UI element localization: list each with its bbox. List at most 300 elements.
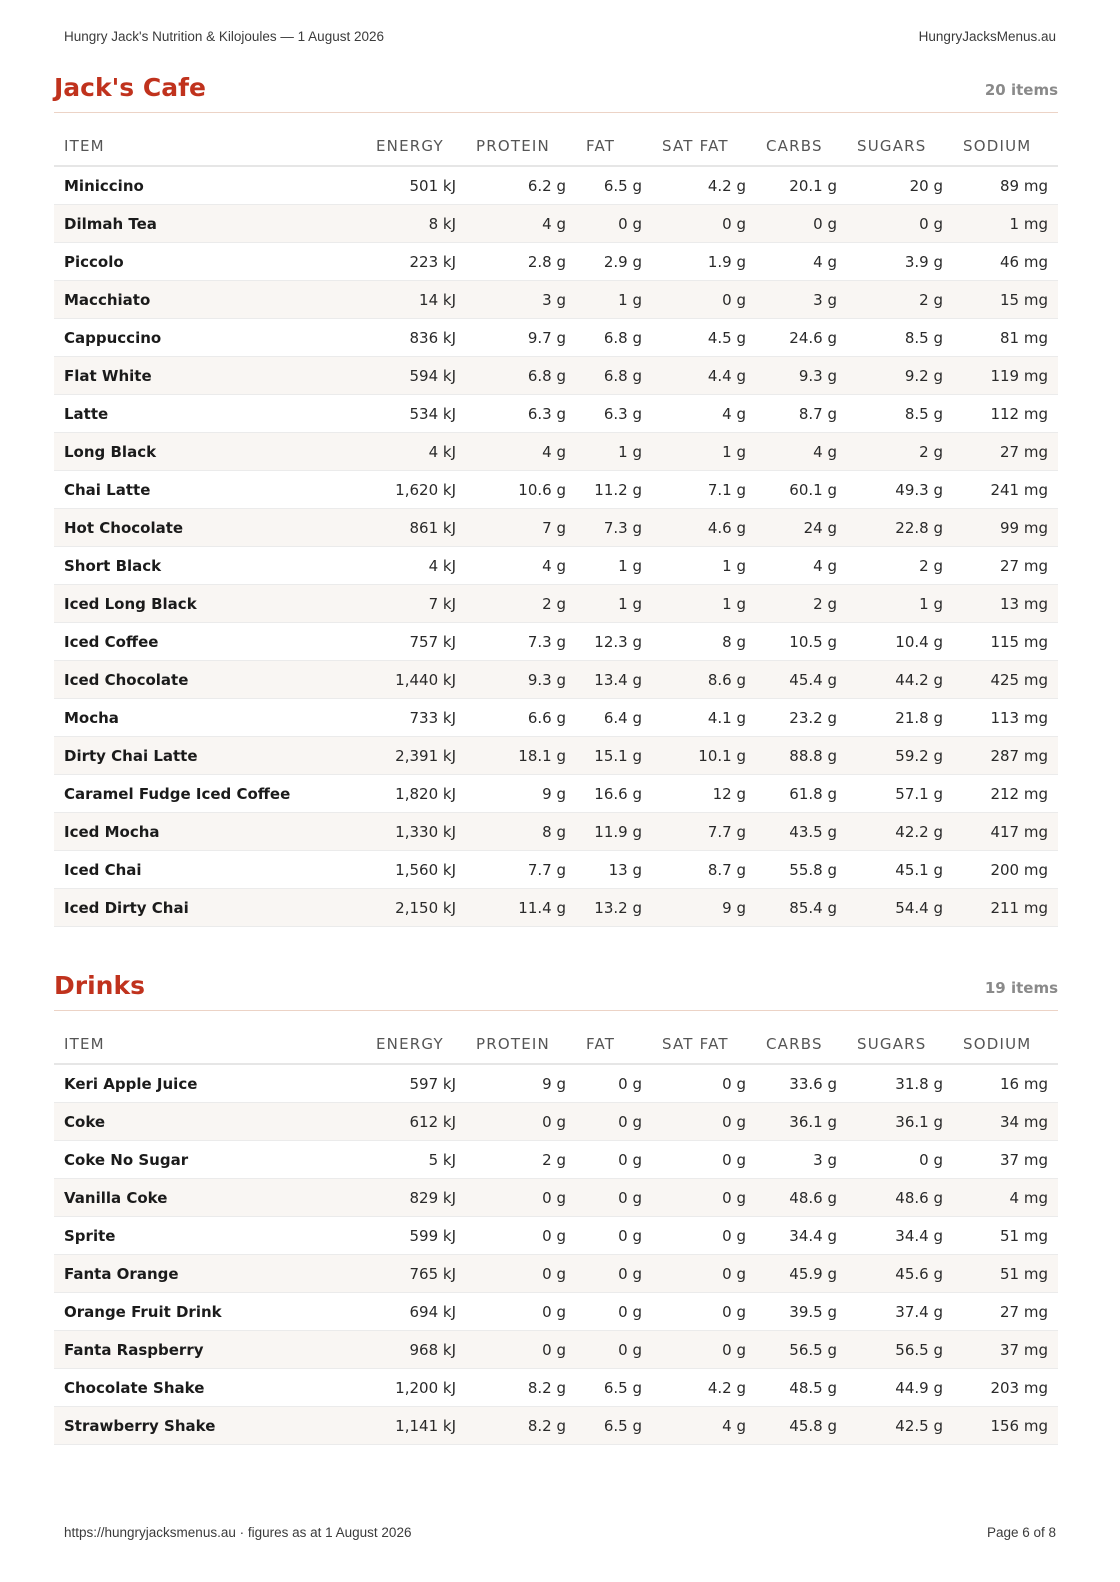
sat-fat-cell: 4.2 g [652, 1369, 756, 1407]
sodium-cell: 99 mg [953, 509, 1058, 547]
item-name-cell: Piccolo [54, 243, 366, 281]
item-name-cell: Long Black [54, 433, 366, 471]
carbs-cell: 4 g [756, 433, 847, 471]
table-header-row [54, 126, 1058, 166]
carbs-cell: 85.4 g [756, 889, 847, 927]
protein-cell: 0 g [466, 1255, 576, 1293]
table-row [54, 1141, 1058, 1179]
table-row [54, 471, 1058, 509]
sat-fat-cell: 7.1 g [652, 471, 756, 509]
table-row [54, 1255, 1058, 1293]
energy-cell: 1,440 kJ [366, 661, 466, 699]
carbs-cell: 2 g [756, 585, 847, 623]
sugars-cell: 21.8 g [847, 699, 953, 737]
sugars-cell: 54.4 g [847, 889, 953, 927]
energy-cell: 1,560 kJ [366, 851, 466, 889]
table-row [54, 547, 1058, 585]
sodium-cell: 13 mg [953, 585, 1058, 623]
sodium-cell: 46 mg [953, 243, 1058, 281]
fat-cell: 11.9 g [576, 813, 652, 851]
sodium-cell: 212 mg [953, 775, 1058, 813]
sodium-cell: 27 mg [953, 1293, 1058, 1331]
item-name-cell: Chai Latte [54, 471, 366, 509]
sat-fat-cell: 1.9 g [652, 243, 756, 281]
sugars-cell: 0 g [847, 1141, 953, 1179]
section-title: Drinks [54, 971, 145, 1000]
sat-fat-cell: 0 g [652, 205, 756, 243]
table-header-row [54, 1024, 1058, 1064]
sat-fat-cell: 0 g [652, 1103, 756, 1141]
fat-cell: 2.9 g [576, 243, 652, 281]
energy-cell: 599 kJ [366, 1217, 466, 1255]
fat-cell: 6.8 g [576, 357, 652, 395]
table-row [54, 1103, 1058, 1141]
sugars-cell: 49.3 g [847, 471, 953, 509]
table-body [54, 1064, 1058, 1445]
sugars-cell: 0 g [847, 205, 953, 243]
sat-fat-cell: 4.2 g [652, 166, 756, 205]
energy-cell: 8 kJ [366, 205, 466, 243]
fat-cell: 0 g [576, 205, 652, 243]
item-name-cell: Flat White [54, 357, 366, 395]
fat-cell: 0 g [576, 1064, 652, 1103]
protein-cell: 7.3 g [466, 623, 576, 661]
fat-cell: 1 g [576, 547, 652, 585]
column-header-item: ITEM [54, 126, 366, 166]
carbs-cell: 48.5 g [756, 1369, 847, 1407]
sat-fat-cell: 0 g [652, 281, 756, 319]
protein-cell: 6.3 g [466, 395, 576, 433]
fat-cell: 6.8 g [576, 319, 652, 357]
sodium-cell: 425 mg [953, 661, 1058, 699]
energy-cell: 501 kJ [366, 166, 466, 205]
carbs-cell: 55.8 g [756, 851, 847, 889]
table-row [54, 585, 1058, 623]
carbs-cell: 43.5 g [756, 813, 847, 851]
sodium-cell: 1 mg [953, 205, 1058, 243]
fat-cell: 0 g [576, 1179, 652, 1217]
carbs-cell: 3 g [756, 281, 847, 319]
sat-fat-cell: 4.1 g [652, 699, 756, 737]
table-row [54, 1369, 1058, 1407]
sugars-cell: 57.1 g [847, 775, 953, 813]
sodium-cell: 37 mg [953, 1331, 1058, 1369]
sugars-cell: 1 g [847, 585, 953, 623]
sugars-cell: 2 g [847, 433, 953, 471]
item-name-cell: Mocha [54, 699, 366, 737]
sat-fat-cell: 12 g [652, 775, 756, 813]
item-name-cell: Hot Chocolate [54, 509, 366, 547]
protein-cell: 2.8 g [466, 243, 576, 281]
page-header [64, 29, 1056, 44]
energy-cell: 4 kJ [366, 547, 466, 585]
table-row [54, 1407, 1058, 1445]
section-drinks [54, 960, 1058, 1445]
table-row [54, 661, 1058, 699]
item-name-cell: Macchiato [54, 281, 366, 319]
protein-cell: 8 g [466, 813, 576, 851]
sat-fat-cell: 4 g [652, 1407, 756, 1445]
sodium-cell: 112 mg [953, 395, 1058, 433]
sodium-cell: 203 mg [953, 1369, 1058, 1407]
table-row [54, 1217, 1058, 1255]
section-heading [54, 960, 1058, 1011]
carbs-cell: 36.1 g [756, 1103, 847, 1141]
carbs-cell: 45.8 g [756, 1407, 847, 1445]
energy-cell: 1,200 kJ [366, 1369, 466, 1407]
protein-cell: 8.2 g [466, 1407, 576, 1445]
sodium-cell: 241 mg [953, 471, 1058, 509]
item-name-cell: Miniccino [54, 166, 366, 205]
table-body [54, 166, 1058, 927]
fat-cell: 12.3 g [576, 623, 652, 661]
protein-cell: 9.3 g [466, 661, 576, 699]
item-count: 20 items [984, 81, 1058, 99]
sugars-cell: 45.6 g [847, 1255, 953, 1293]
fat-cell: 13 g [576, 851, 652, 889]
energy-cell: 836 kJ [366, 319, 466, 357]
fat-cell: 1 g [576, 281, 652, 319]
item-name-cell: Keri Apple Juice [54, 1064, 366, 1103]
carbs-cell: 24 g [756, 509, 847, 547]
source-note: https://hungryjacksmenus.au · figures as at 1 August 2026 [64, 1525, 412, 1540]
sodium-cell: 27 mg [953, 547, 1058, 585]
fat-cell: 7.3 g [576, 509, 652, 547]
sodium-cell: 15 mg [953, 281, 1058, 319]
protein-cell: 0 g [466, 1103, 576, 1141]
fat-cell: 11.2 g [576, 471, 652, 509]
table-row [54, 395, 1058, 433]
carbs-cell: 24.6 g [756, 319, 847, 357]
sugars-cell: 22.8 g [847, 509, 953, 547]
column-header-sugars: SUGARS [847, 126, 953, 166]
carbs-cell: 10.5 g [756, 623, 847, 661]
sugars-cell: 45.1 g [847, 851, 953, 889]
protein-cell: 18.1 g [466, 737, 576, 775]
item-count: 19 items [984, 979, 1058, 997]
column-header-item: ITEM [54, 1024, 366, 1064]
protein-cell: 0 g [466, 1331, 576, 1369]
energy-cell: 534 kJ [366, 395, 466, 433]
item-name-cell: Vanilla Coke [54, 1179, 366, 1217]
energy-cell: 733 kJ [366, 699, 466, 737]
table-row [54, 433, 1058, 471]
item-name-cell: Iced Coffee [54, 623, 366, 661]
protein-cell: 7.7 g [466, 851, 576, 889]
sodium-cell: 417 mg [953, 813, 1058, 851]
sugars-cell: 31.8 g [847, 1064, 953, 1103]
table-row [54, 1179, 1058, 1217]
item-name-cell: Orange Fruit Drink [54, 1293, 366, 1331]
item-name-cell: Coke [54, 1103, 366, 1141]
fat-cell: 15.1 g [576, 737, 652, 775]
protein-cell: 2 g [466, 585, 576, 623]
column-header-energy: ENERGY [366, 126, 466, 166]
column-header-sat-fat: SAT FAT [652, 126, 756, 166]
column-header-sodium: SODIUM [953, 1024, 1058, 1064]
sodium-cell: 200 mg [953, 851, 1058, 889]
protein-cell: 8.2 g [466, 1369, 576, 1407]
energy-cell: 14 kJ [366, 281, 466, 319]
carbs-cell: 33.6 g [756, 1064, 847, 1103]
sat-fat-cell: 4.4 g [652, 357, 756, 395]
fat-cell: 16.6 g [576, 775, 652, 813]
sat-fat-cell: 0 g [652, 1141, 756, 1179]
table-row [54, 775, 1058, 813]
sugars-cell: 2 g [847, 281, 953, 319]
protein-cell: 9 g [466, 1064, 576, 1103]
table-row [54, 166, 1058, 205]
energy-cell: 7 kJ [366, 585, 466, 623]
sugars-cell: 42.5 g [847, 1407, 953, 1445]
table-row [54, 699, 1058, 737]
table-row [54, 1331, 1058, 1369]
column-header-protein: PROTEIN [466, 1024, 576, 1064]
sodium-cell: 113 mg [953, 699, 1058, 737]
sugars-cell: 42.2 g [847, 813, 953, 851]
item-name-cell: Iced Chai [54, 851, 366, 889]
sat-fat-cell: 8 g [652, 623, 756, 661]
sugars-cell: 9.2 g [847, 357, 953, 395]
table-row [54, 1293, 1058, 1331]
column-header-sat-fat: SAT FAT [652, 1024, 756, 1064]
carbs-cell: 4 g [756, 547, 847, 585]
sugars-cell: 10.4 g [847, 623, 953, 661]
fat-cell: 6.5 g [576, 1407, 652, 1445]
section-jacks-cafe [54, 62, 1058, 927]
fat-cell: 13.4 g [576, 661, 652, 699]
sodium-cell: 211 mg [953, 889, 1058, 927]
energy-cell: 1,820 kJ [366, 775, 466, 813]
energy-cell: 612 kJ [366, 1103, 466, 1141]
protein-cell: 7 g [466, 509, 576, 547]
energy-cell: 5 kJ [366, 1141, 466, 1179]
protein-cell: 3 g [466, 281, 576, 319]
carbs-cell: 45.9 g [756, 1255, 847, 1293]
fat-cell: 6.5 g [576, 1369, 652, 1407]
sodium-cell: 37 mg [953, 1141, 1058, 1179]
sugars-cell: 37.4 g [847, 1293, 953, 1331]
item-name-cell: Sprite [54, 1217, 366, 1255]
item-name-cell: Cappuccino [54, 319, 366, 357]
energy-cell: 4 kJ [366, 433, 466, 471]
sodium-cell: 4 mg [953, 1179, 1058, 1217]
protein-cell: 9 g [466, 775, 576, 813]
sodium-cell: 81 mg [953, 319, 1058, 357]
item-name-cell: Latte [54, 395, 366, 433]
protein-cell: 11.4 g [466, 889, 576, 927]
carbs-cell: 60.1 g [756, 471, 847, 509]
column-header-sugars: SUGARS [847, 1024, 953, 1064]
sat-fat-cell: 0 g [652, 1293, 756, 1331]
table-row [54, 1064, 1058, 1103]
energy-cell: 1,141 kJ [366, 1407, 466, 1445]
sodium-cell: 27 mg [953, 433, 1058, 471]
energy-cell: 861 kJ [366, 509, 466, 547]
sat-fat-cell: 0 g [652, 1064, 756, 1103]
energy-cell: 829 kJ [366, 1179, 466, 1217]
carbs-cell: 9.3 g [756, 357, 847, 395]
section-heading [54, 62, 1058, 113]
protein-cell: 0 g [466, 1179, 576, 1217]
protein-cell: 10.6 g [466, 471, 576, 509]
energy-cell: 694 kJ [366, 1293, 466, 1331]
energy-cell: 223 kJ [366, 243, 466, 281]
sat-fat-cell: 1 g [652, 547, 756, 585]
table-row [54, 357, 1058, 395]
carbs-cell: 23.2 g [756, 699, 847, 737]
sugars-cell: 59.2 g [847, 737, 953, 775]
sat-fat-cell: 7.7 g [652, 813, 756, 851]
item-name-cell: Chocolate Shake [54, 1369, 366, 1407]
item-name-cell: Coke No Sugar [54, 1141, 366, 1179]
carbs-cell: 8.7 g [756, 395, 847, 433]
energy-cell: 1,330 kJ [366, 813, 466, 851]
protein-cell: 0 g [466, 1217, 576, 1255]
table-row [54, 623, 1058, 661]
column-header-carbs: CARBS [756, 1024, 847, 1064]
item-name-cell: Short Black [54, 547, 366, 585]
energy-cell: 757 kJ [366, 623, 466, 661]
sat-fat-cell: 1 g [652, 585, 756, 623]
table-row [54, 281, 1058, 319]
fat-cell: 1 g [576, 585, 652, 623]
item-name-cell: Strawberry Shake [54, 1407, 366, 1445]
nutrition-table [54, 1024, 1058, 1445]
sugars-cell: 20 g [847, 166, 953, 205]
sodium-cell: 89 mg [953, 166, 1058, 205]
sat-fat-cell: 0 g [652, 1179, 756, 1217]
sugars-cell: 8.5 g [847, 319, 953, 357]
sat-fat-cell: 0 g [652, 1255, 756, 1293]
table-row [54, 813, 1058, 851]
sugars-cell: 48.6 g [847, 1179, 953, 1217]
table-row [54, 205, 1058, 243]
table-row [54, 889, 1058, 927]
page-footer [64, 1525, 1056, 1540]
item-name-cell: Dirty Chai Latte [54, 737, 366, 775]
protein-cell: 6.6 g [466, 699, 576, 737]
sugars-cell: 36.1 g [847, 1103, 953, 1141]
carbs-cell: 39.5 g [756, 1293, 847, 1331]
carbs-cell: 3 g [756, 1141, 847, 1179]
table-row [54, 851, 1058, 889]
energy-cell: 2,150 kJ [366, 889, 466, 927]
protein-cell: 0 g [466, 1293, 576, 1331]
energy-cell: 2,391 kJ [366, 737, 466, 775]
sugars-cell: 44.9 g [847, 1369, 953, 1407]
table-row [54, 243, 1058, 281]
fat-cell: 6.5 g [576, 166, 652, 205]
fat-cell: 0 g [576, 1293, 652, 1331]
sat-fat-cell: 4 g [652, 395, 756, 433]
sat-fat-cell: 4.5 g [652, 319, 756, 357]
sugars-cell: 3.9 g [847, 243, 953, 281]
fat-cell: 0 g [576, 1255, 652, 1293]
protein-cell: 6.2 g [466, 166, 576, 205]
item-name-cell: Fanta Orange [54, 1255, 366, 1293]
sodium-cell: 16 mg [953, 1064, 1058, 1103]
carbs-cell: 20.1 g [756, 166, 847, 205]
sat-fat-cell: 0 g [652, 1331, 756, 1369]
sat-fat-cell: 9 g [652, 889, 756, 927]
sat-fat-cell: 8.7 g [652, 851, 756, 889]
fat-cell: 0 g [576, 1103, 652, 1141]
energy-cell: 765 kJ [366, 1255, 466, 1293]
sodium-cell: 156 mg [953, 1407, 1058, 1445]
table-row [54, 319, 1058, 357]
energy-cell: 597 kJ [366, 1064, 466, 1103]
protein-cell: 9.7 g [466, 319, 576, 357]
item-name-cell: Fanta Raspberry [54, 1331, 366, 1369]
fat-cell: 6.3 g [576, 395, 652, 433]
sat-fat-cell: 8.6 g [652, 661, 756, 699]
nutrition-table [54, 126, 1058, 927]
sat-fat-cell: 10.1 g [652, 737, 756, 775]
carbs-cell: 4 g [756, 243, 847, 281]
column-header-fat: FAT [576, 1024, 652, 1064]
carbs-cell: 61.8 g [756, 775, 847, 813]
column-header-carbs: CARBS [756, 126, 847, 166]
sodium-cell: 51 mg [953, 1255, 1058, 1293]
sodium-cell: 34 mg [953, 1103, 1058, 1141]
document-title: Hungry Jack's Nutrition & Kilojoules — 1 August 2026 [64, 29, 384, 44]
column-header-energy: ENERGY [366, 1024, 466, 1064]
sugars-cell: 34.4 g [847, 1217, 953, 1255]
sugars-cell: 2 g [847, 547, 953, 585]
site-name: HungryJacksMenus.au [918, 29, 1056, 44]
carbs-cell: 56.5 g [756, 1331, 847, 1369]
protein-cell: 4 g [466, 205, 576, 243]
item-name-cell: Iced Long Black [54, 585, 366, 623]
sodium-cell: 115 mg [953, 623, 1058, 661]
sodium-cell: 287 mg [953, 737, 1058, 775]
section-title: Jack's Cafe [54, 73, 206, 102]
sat-fat-cell: 0 g [652, 1217, 756, 1255]
column-header-protein: PROTEIN [466, 126, 576, 166]
sugars-cell: 44.2 g [847, 661, 953, 699]
sugars-cell: 56.5 g [847, 1331, 953, 1369]
fat-cell: 6.4 g [576, 699, 652, 737]
protein-cell: 4 g [466, 547, 576, 585]
fat-cell: 13.2 g [576, 889, 652, 927]
fat-cell: 0 g [576, 1331, 652, 1369]
sodium-cell: 119 mg [953, 357, 1058, 395]
item-name-cell: Iced Chocolate [54, 661, 366, 699]
energy-cell: 968 kJ [366, 1331, 466, 1369]
item-name-cell: Caramel Fudge Iced Coffee [54, 775, 366, 813]
protein-cell: 6.8 g [466, 357, 576, 395]
fat-cell: 1 g [576, 433, 652, 471]
page-number: Page 6 of 8 [986, 1525, 1056, 1540]
item-name-cell: Dilmah Tea [54, 205, 366, 243]
sodium-cell: 51 mg [953, 1217, 1058, 1255]
sat-fat-cell: 4.6 g [652, 509, 756, 547]
carbs-cell: 88.8 g [756, 737, 847, 775]
protein-cell: 2 g [466, 1141, 576, 1179]
column-header-sodium: SODIUM [953, 126, 1058, 166]
carbs-cell: 34.4 g [756, 1217, 847, 1255]
item-name-cell: Iced Mocha [54, 813, 366, 851]
sat-fat-cell: 1 g [652, 433, 756, 471]
column-header-fat: FAT [576, 126, 652, 166]
fat-cell: 0 g [576, 1217, 652, 1255]
carbs-cell: 48.6 g [756, 1179, 847, 1217]
table-row [54, 737, 1058, 775]
carbs-cell: 0 g [756, 205, 847, 243]
energy-cell: 594 kJ [366, 357, 466, 395]
protein-cell: 4 g [466, 433, 576, 471]
